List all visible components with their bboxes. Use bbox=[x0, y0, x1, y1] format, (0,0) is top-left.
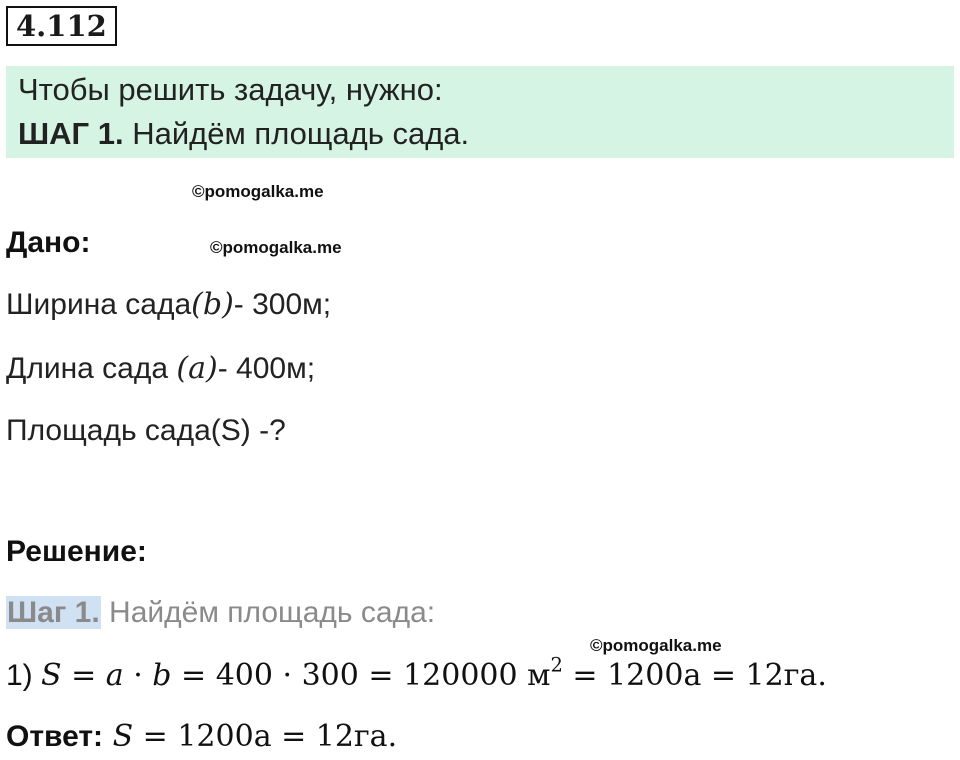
formula-a: a bbox=[105, 658, 124, 693]
formula-eq: = bbox=[61, 658, 106, 693]
given-width-label: Ширина сада bbox=[6, 288, 192, 321]
formula-b: b bbox=[152, 658, 172, 693]
hint-intro: Чтобы решить задачу, нужно: bbox=[18, 72, 443, 107]
formula-dot: · bbox=[123, 658, 153, 693]
given-length-value: - 400м; bbox=[217, 352, 316, 385]
answer-S: S bbox=[103, 719, 134, 754]
answer-value: = 1200а = 12га. bbox=[133, 719, 398, 754]
formula-S: S bbox=[41, 658, 62, 693]
answer-label: Ответ: bbox=[6, 720, 104, 753]
given-length-var: (a) bbox=[176, 351, 218, 386]
formula-prefix: 1) bbox=[6, 659, 42, 692]
hint-step bbox=[18, 116, 469, 152]
watermark: ©pomogalka.me bbox=[210, 238, 342, 257]
hint-step-text: Найдём площадь сада. bbox=[123, 116, 470, 151]
solution-step-label: Шаг 1. bbox=[7, 596, 100, 629]
given-length bbox=[6, 351, 315, 386]
given-length-label: Длина сада bbox=[6, 352, 177, 385]
given-heading: Дано: bbox=[6, 226, 91, 259]
solution-formula bbox=[6, 653, 827, 693]
given-width bbox=[6, 287, 331, 322]
watermark: ©pomogalka.me bbox=[192, 182, 324, 201]
hint-step-label: ШАГ 1. bbox=[18, 116, 124, 151]
watermark: ©pomogalka.me bbox=[590, 636, 722, 655]
solution-step-text: Найдём площадь сада: bbox=[100, 596, 436, 629]
given-width-var: (b) bbox=[191, 287, 234, 322]
answer bbox=[6, 719, 397, 754]
problem-number: 4.112 bbox=[6, 6, 117, 46]
formula-tail: = 1200а = 12га. bbox=[562, 658, 827, 693]
hint-box bbox=[6, 66, 954, 158]
solution-heading: Решение: bbox=[6, 535, 147, 568]
given-area: Площадь сада(S) -? bbox=[6, 414, 286, 447]
formula-sup: 2 bbox=[550, 653, 563, 677]
formula-rest: = 400 · 300 = 120000 м bbox=[171, 658, 551, 693]
given-width-value: - 300м; bbox=[233, 288, 332, 321]
solution-step bbox=[6, 596, 435, 630]
